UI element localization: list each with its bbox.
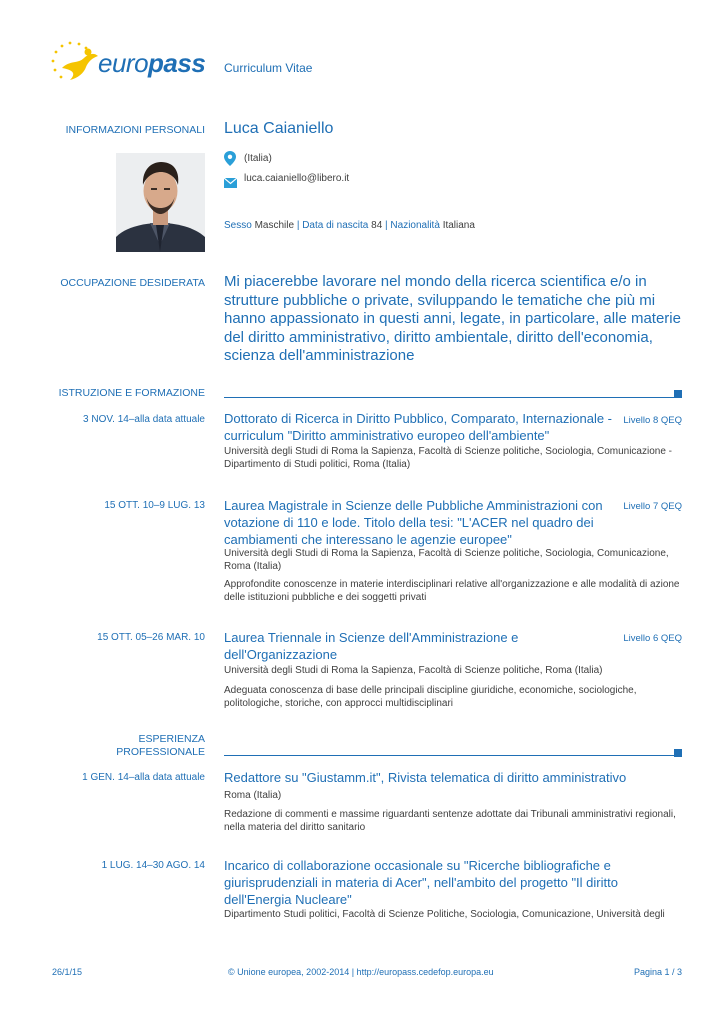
section-rule xyxy=(224,397,674,398)
section-rule-square xyxy=(674,749,682,757)
education-date: 15 OTT. 05–26 MAR. 10 xyxy=(97,632,205,643)
cv-title: Curriculum Vitae xyxy=(224,61,313,75)
section-personal-info: INFORMAZIONI PERSONALI xyxy=(65,124,205,136)
sex-value: Maschile xyxy=(254,220,295,231)
email-link[interactable]: luca.caianiello@libero.it xyxy=(244,173,350,184)
experience-description: Redazione di commenti e massime riguardanti sentenze adottate dai Tribunali amministrativi regionali, nella materia del diritto sanitario xyxy=(224,809,676,833)
education-title: Laurea Magistrale in Scienze delle Pubbliche Amministrazioni con votazione di 110 e lode. Titolo della tesi: "L'ACER nel quadro dei cambiamenti che interessano le agenzie europee" xyxy=(224,498,603,547)
experience-title: Redattore su "Giustamm.it", Rivista telematica di diritto amministrativo xyxy=(224,770,627,785)
footer-page-number: Pagina 1 / 3 xyxy=(633,967,682,977)
education-org: Università degli Studi di Roma la Sapienza, Facoltà di Scienze politiche, Sociologia, Comunicazione, Roma (Italia) xyxy=(224,548,669,572)
experience-title: Incarico di collaborazione occasionale su "Ricerche bibliografiche e giurisprudenziali in materia di Acer", nell'ambito del progetto "Il diritto dell'Energia Nucleare" xyxy=(224,858,618,907)
section-rule xyxy=(224,755,674,756)
location-text: (Italia) xyxy=(244,153,272,164)
europass-logo xyxy=(48,40,213,90)
nationality-label: Nazionalità xyxy=(390,220,440,231)
education-level: Livello 7 QEQ xyxy=(623,501,682,512)
separator: | xyxy=(382,220,391,231)
education-date: 3 NOV. 14–alla data attuale xyxy=(83,414,205,425)
section-rule-square xyxy=(674,390,682,398)
desired-occupation-text: Mi piacerebbe lavorare nel mondo della ricerca scientifica e/o in strutture pubbliche o private, sviluppando le tematiche che più mi hanno appassionato in questi anni, legate, in particolare, alle materie del diritto amministrativo, diritto ambientale, diritto dell'economia, scienza dell'amministrazione xyxy=(224,273,681,364)
nationality-value: Italiana xyxy=(442,220,475,231)
dob-value: 84 xyxy=(371,220,383,231)
section-experience-line-1: ESPERIENZA xyxy=(138,733,205,745)
education-title: Laurea Triennale in Scienze dell'Amministrazione e dell'Organizzazione xyxy=(224,630,519,662)
experience-org: Dipartimento Studi politici, Facoltà di Scienze Politiche, Sociologia, Comunicazione, Università degli xyxy=(224,909,665,920)
education-description: Approfondite conoscenze in materie interdisciplinari relative all'organizzazione e alle modalità di azione delle istituzioni pubbliche e dei soggetti privati xyxy=(224,579,680,603)
footer-copyright[interactable]: © Unione europea, 2002-2014 | http://europass.cedefop.europa.eu xyxy=(228,967,494,977)
education-level: Livello 6 QEQ xyxy=(623,633,682,644)
person-name: Luca Caianiello xyxy=(224,120,334,137)
experience-date: 1 GEN. 14–alla data attuale xyxy=(82,772,205,783)
experience-org: Roma (Italia) xyxy=(224,790,282,801)
separator: | xyxy=(294,220,303,231)
education-date: 15 OTT. 10–9 LUG. 13 xyxy=(104,500,205,511)
section-education: ISTRUZIONE E FORMAZIONE xyxy=(58,387,205,399)
personal-details-line xyxy=(224,219,475,232)
logo-text-pass: pass xyxy=(148,48,206,78)
education-description: Adeguata conoscenza di base delle principali discipline giuridiche, economiche, sociologiche, politologiche, storiche, con approcci multidisciplinari xyxy=(224,685,637,709)
section-desired-occupation: OCCUPAZIONE DESIDERATA xyxy=(60,277,205,289)
education-title: Dottorato di Ricerca in Diritto Pubblico, Comparato, Internazionale - curriculum "Diritto amministrativo europeo dell'ambiente" xyxy=(224,411,613,443)
profile-photo xyxy=(116,153,205,252)
logo-text-euro: euro xyxy=(98,48,149,78)
education-org: Università degli Studi di Roma la Sapienza, Facoltà di Scienze politiche, Sociologia, Comunicazione - Dipartimento di Studi politici, Roma (Italia) xyxy=(224,446,673,470)
education-level: Livello 8 QEQ xyxy=(623,415,682,426)
experience-date: 1 LUG. 14–30 AGO. 14 xyxy=(101,860,205,871)
dob-label: Data di nascita xyxy=(302,220,369,231)
sex-label: Sesso xyxy=(224,220,252,231)
education-org: Università degli Studi di Roma la Sapienza, Facoltà di Scienze politiche, Roma (Italia) xyxy=(224,665,603,676)
section-experience-line-2: PROFESSIONALE xyxy=(116,746,205,758)
email-icon xyxy=(224,175,237,193)
section-experience xyxy=(0,733,205,759)
footer-date: 26/1/15 xyxy=(52,967,83,977)
location-pin-icon xyxy=(224,151,236,171)
